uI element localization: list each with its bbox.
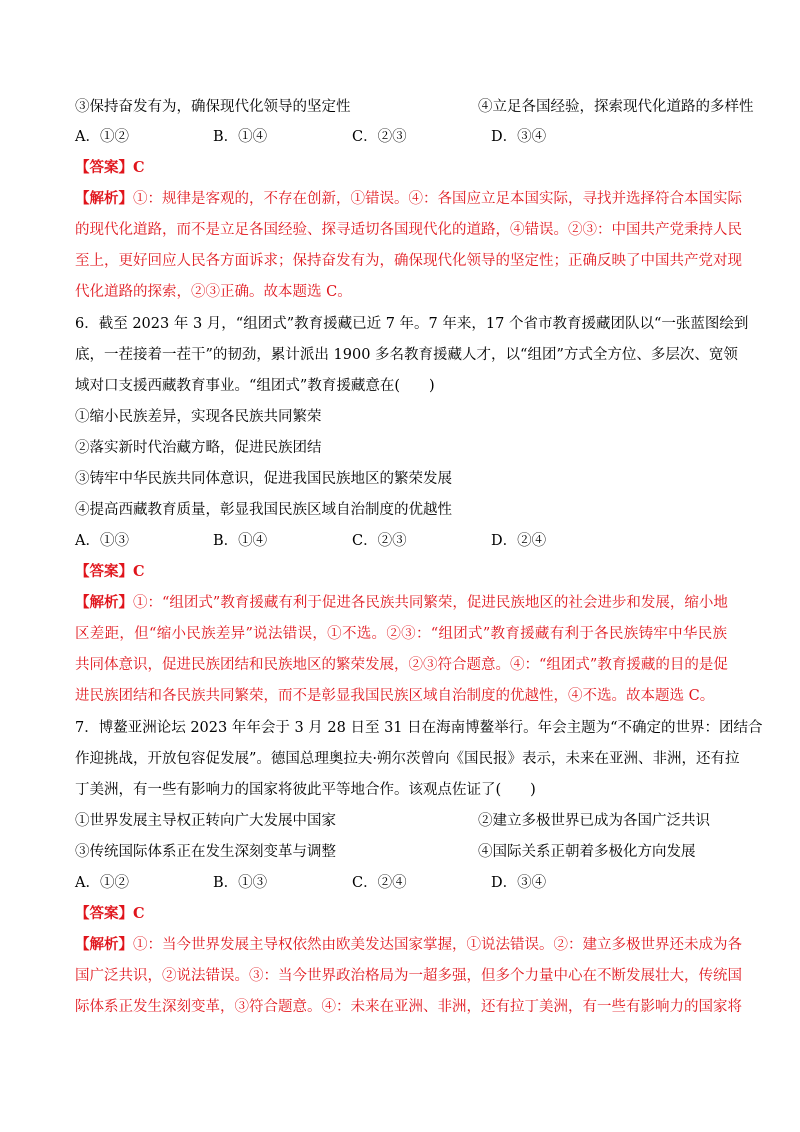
q7-analysis-label: 【解析】 (75, 936, 133, 953)
q7-analysis-line-1: 【解析】①：当今世界发展主导权依然由欧美发达国家掌握，①说法错误。②：建立多极世界还未成为各 (75, 936, 742, 953)
q5-analysis-label: 【解析】 (75, 190, 133, 207)
q7-answer (75, 904, 145, 924)
q7-option-3: ③传统国际体系正在发生深刻变革与调整 (75, 844, 336, 860)
q6-choice-b: B．①④ (213, 533, 268, 549)
q5-option-3: ③保持奋发有为，确保现代化领导的坚定性 (75, 99, 351, 115)
q6-choice-c: C．②③ (352, 533, 407, 549)
q6-choice-a: A．①③ (75, 533, 129, 549)
q5-analysis-line-4: 代化道路的探索，②③正确。故本题选 C。 (75, 284, 352, 300)
q6-analysis-line-4: 进民族团结和各民族共同繁荣，而不是彰显我国民族区域自治制度的优越性，④不选。故本题选 C。 (75, 688, 715, 704)
q5-choice-b: B．①④ (213, 129, 268, 145)
q6-stem-line-2: 底，一茬接着一茬干”的韧劲，累计派出 1900 多名教育援藏人才，以“组团”方式全方位、多层次、宽领 (75, 347, 738, 363)
q5-option-4: ④立足各国经验，探索现代化道路的多样性 (478, 99, 754, 115)
q6-option-4: ④提高西藏教育质量，彰显我国民族区域自治制度的优越性 (75, 502, 452, 518)
q7-choice-d: D．③④ (491, 875, 547, 891)
q5-choice-d: D．③④ (491, 129, 547, 145)
q6-option-3: ③铸牢中华民族共同体意识，促进我国民族地区的繁荣发展 (75, 471, 452, 487)
q7-choice-b: B．①③ (213, 875, 268, 891)
q5-answer-label: 【答案】 (75, 159, 133, 176)
q7-option-4: ④国际关系正朝着多极化方向发展 (478, 844, 696, 860)
q5-answer-value: C (133, 159, 145, 176)
q6-stem-line-1: 6．截至 2023 年 3 月，“组团式”教育援藏已近 7 年。7 年来，17 个省市教育援藏团队以“一张蓝图绘到 (75, 316, 749, 332)
q5-analysis-line-1: 【解析】①：规律是客观的，不存在创新，①错误。④：各国应立足本国实际，寻找并选择符合本国实际 (75, 190, 742, 207)
q6-analysis-line-1: 【解析】①：“组团式”教育援藏有利于促进各民族共同繁荣，促进民族地区的社会进步和发展，缩小地 (75, 594, 728, 611)
q7-analysis-line-3: 际体系正发生深刻变革，③符合题意。④：未来在亚洲、非洲，还有拉丁美洲，有一些有影响力的国家将 (75, 999, 742, 1015)
q7-stem-line-1: 7．博鳌亚洲论坛 2023 年年会于 3 月 28 日至 31 日在海南博鳌举行。年会主题为“不确定的世界：团结合 (75, 720, 763, 736)
q5-analysis-line-3: 至上，更好回应人民各方面诉求；保持奋发有为，确保现代化领导的坚定性；正确反映了中国共产党对现 (75, 253, 742, 269)
q6-analysis-label: 【解析】 (75, 594, 133, 611)
q6-analysis-line-3: 共同体意识，促进民族团结和民族地区的繁荣发展，②③符合题意。④：“组团式”教育援藏的目的是促 (75, 657, 728, 673)
q7-answer-value: C (133, 905, 145, 922)
q5-choice-c: C．②③ (352, 129, 407, 145)
q7-choice-a: A．①② (75, 875, 129, 891)
q7-stem-line-2: 作迎挑战，开放包容促发展”。德国总理奥拉夫·朔尔茨曾向《国民报》表示，未来在亚洲、非洲，还有拉 (75, 751, 740, 767)
q7-analysis-line-2: 国广泛共识，②说法错误。③：当今世界政治格局为一超多强，但多个力量中心在不断发展壮大，传统国 (75, 968, 742, 984)
q7-answer-label: 【答案】 (75, 905, 133, 922)
q7-options-row-1 (75, 811, 710, 831)
q6-option-1: ①缩小民族差异，实现各民族共同繁荣 (75, 409, 322, 425)
q6-answer (75, 562, 145, 582)
q7-options-row-2 (75, 842, 696, 862)
q5-analysis-line-2: 的现代化道路，而不是立足各国经验、探寻适切各国现代化的道路，④错误。②③：中国共产党秉持人民 (75, 222, 742, 238)
q7-choice-c: C．②④ (352, 875, 407, 891)
q5-options-row-2 (75, 97, 754, 117)
q7-stem-line-3: 丁美洲，有一些有影响力的国家将彼此平等地合作。该观点佐证了( ) (75, 782, 536, 798)
q6-analysis-line-2: 区差距，但“缩小民族差异”说法错误，①不选。②③：“组团式”教育援藏有利于各民族铸牢中华民族 (75, 626, 727, 642)
q6-answer-label: 【答案】 (75, 563, 133, 580)
q6-answer-value: C (133, 563, 145, 580)
q6-stem-line-3: 域对口支援西藏教育事业。“组团式”教育援藏意在( ) (75, 378, 435, 394)
q5-answer (75, 158, 145, 178)
q6-choice-d: D．②④ (491, 533, 547, 549)
q6-option-2: ②落实新时代治藏方略，促进民族团结 (75, 440, 322, 456)
q7-option-2: ②建立多极世界已成为各国广泛共识 (478, 813, 710, 829)
q5-choice-a: A．①② (75, 129, 129, 145)
q7-option-1: ①世界发展主导权正转向广大发展中国家 (75, 813, 336, 829)
